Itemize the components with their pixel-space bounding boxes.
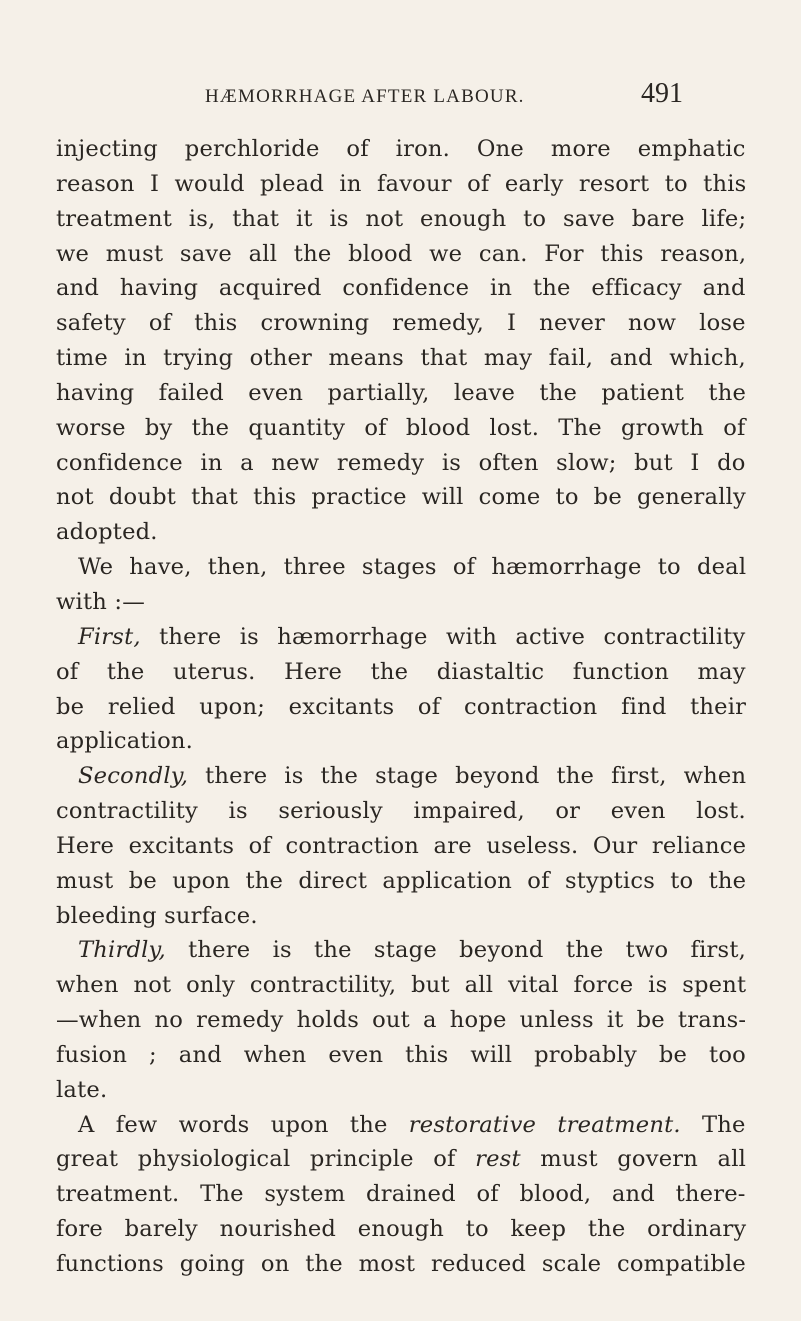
text-line (56, 341, 746, 376)
text-line (56, 550, 746, 585)
text-line (56, 167, 746, 202)
line-text: injecting perchloride of iron. One more emphatic (56, 136, 746, 162)
text-line (56, 515, 746, 550)
italic-text: Secondly, (78, 763, 189, 790)
text-line (56, 480, 746, 515)
italic-text: restorative treatment. (408, 1111, 681, 1138)
line-text: fore barely nourished enough to keep the ordinary (56, 1216, 747, 1243)
line-text: treatment is, that it is not enough to save bare life; (56, 205, 747, 232)
text-line (56, 1073, 746, 1108)
line-text: must be upon the direct application of styptics to the (56, 867, 747, 894)
line-text: time in trying other means that may fail, and which, (56, 345, 746, 372)
text-line (56, 1108, 746, 1143)
body-text (56, 132, 746, 1282)
text-line (56, 376, 746, 411)
text-line (56, 1212, 746, 1247)
line-text: with :— (56, 588, 145, 615)
line-text: functions going on the most reduced scale compatible (56, 1251, 746, 1277)
line-text: must govern all (520, 1146, 747, 1173)
text-line (56, 690, 746, 725)
text-line (56, 759, 746, 794)
line-text: Here excitants of contraction are useless. Our reliance (56, 832, 747, 859)
line-text: contractility is seriously impaired, or even lost. (56, 798, 746, 825)
page-number: 491 (641, 78, 683, 109)
line-text: treatment. The system drained of blood, and there- (56, 1181, 746, 1208)
line-text: having failed even partially, leave the patient the (56, 379, 747, 406)
line-text: worse by the quantity of blood lost. The growth of (56, 414, 746, 441)
line-text: confidence in a new remedy is often slow; but I do (56, 449, 746, 476)
line-text: adopted. (56, 519, 158, 546)
line-text: and having acquired confidence in the efficacy and (56, 275, 746, 302)
text-line (56, 864, 746, 899)
text-line (56, 968, 746, 1003)
line-text: of the uterus. Here the diastaltic function may (56, 658, 746, 685)
text-line (56, 724, 746, 759)
line-text: be relied upon; excitants of contraction find their (56, 693, 747, 720)
line-text: there is hæmorrhage with active contractility (140, 623, 746, 650)
line-text: late. (56, 1076, 108, 1103)
italic-text: First, (78, 623, 141, 650)
text-line (56, 1142, 746, 1177)
line-text: safety of this crowning remedy, I never now lose (56, 310, 746, 337)
text-line (56, 655, 746, 690)
text-line (56, 411, 746, 446)
line-text: there is the stage beyond the two first, (165, 937, 747, 964)
text-line (56, 899, 746, 934)
line-text: fusion ; and when even this will probably be too (56, 1041, 746, 1068)
text-line (56, 271, 746, 306)
page-header (0, 78, 801, 118)
text-line (56, 306, 746, 341)
line-text: reason I would plead in favour of early resort to this (56, 170, 747, 197)
text-line (56, 237, 746, 272)
italic-text: Thirdly, (78, 937, 166, 964)
italic-text: rest (475, 1146, 521, 1173)
line-text: there is the stage beyond the first, when (188, 763, 747, 790)
text-line (56, 1247, 746, 1282)
line-text: application. (56, 728, 194, 755)
text-line (56, 1038, 746, 1073)
text-line (56, 585, 746, 620)
text-line (56, 620, 746, 655)
text-line (56, 829, 746, 864)
line-text: when not only contractility, but all vital force is spent (56, 972, 747, 999)
text-line (56, 1003, 746, 1038)
line-text: not doubt that this practice will come to be generally (56, 484, 747, 511)
line-text-pre: A few words upon the (78, 1111, 409, 1138)
running-title: HÆMORRHAGE AFTER LABOUR. (205, 86, 525, 107)
line-text: bleeding surface. (56, 902, 258, 929)
text-line (56, 132, 746, 167)
line-text: —when no remedy holds out a hope unless it be trans- (56, 1007, 747, 1034)
text-line (56, 202, 746, 237)
line-text-pre: great physiological principle of (56, 1146, 476, 1173)
text-line (56, 446, 746, 481)
line-text: We have, then, three stages of hæmorrhage to deal (78, 554, 747, 581)
text-line (56, 1177, 746, 1212)
text-line (56, 794, 746, 829)
text-line (56, 933, 746, 968)
line-text: The (680, 1111, 746, 1138)
line-text: we must save all the blood we can. For this reason, (56, 240, 747, 267)
